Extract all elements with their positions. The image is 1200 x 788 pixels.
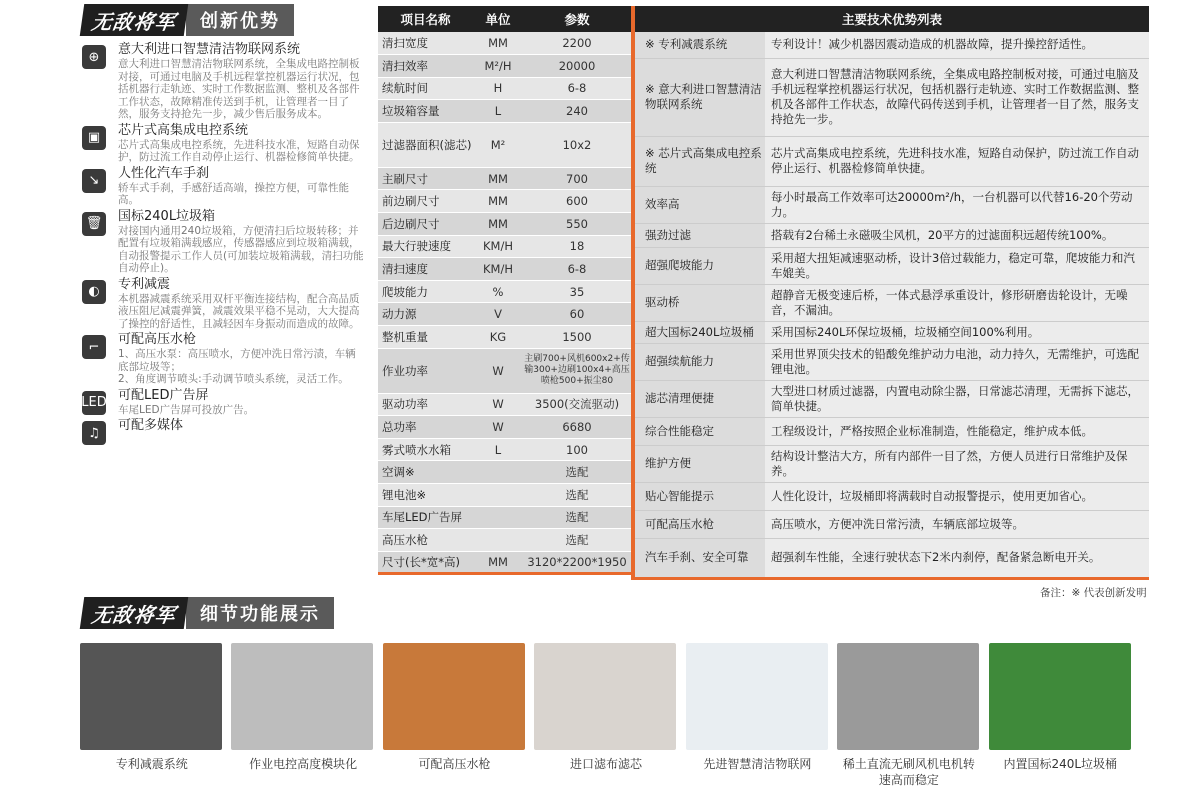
table-row: [635, 186, 1149, 223]
spec-header-name: 项目名称: [378, 6, 473, 32]
feature-desc: 轿车式手刹，手感舒适高端，操控方便，可靠性能高。: [118, 181, 349, 206]
spec-name: 作业功率: [378, 348, 473, 393]
feature-item: [82, 418, 364, 445]
footnote: 备注：※ 代表创新发明: [1040, 587, 1147, 599]
feature-item: [82, 123, 364, 164]
spec-name: 前边刷尺寸: [378, 190, 473, 213]
gallery-item: [989, 643, 1132, 788]
advantage-desc: 意大利进口智慧清洁物联网系统，全集成电路控制板对接，可通过电脑及手机远程掌控机器运行状况，包括机器行走轨迹、实时工作数据监测、整机及各部件工作状态，故障代码传送到手机，让管理者一目了然，服务支持抢先一步。: [765, 58, 1149, 136]
spec-name: 整机重量: [378, 326, 473, 349]
spec-unit: KM/H: [473, 235, 523, 258]
table-row: [635, 380, 1149, 417]
spec-value: 3120*2200*1950: [523, 551, 631, 574]
spec-unit: MM: [473, 167, 523, 190]
advantage-name: 超强爬坡能力: [635, 247, 765, 284]
advantage-desc: 采用国标240L环保垃圾桶，垃圾桶空间100%利用。: [765, 321, 1149, 343]
table-row: [378, 438, 631, 461]
spec-name: 清扫宽度: [378, 32, 473, 55]
section-title: 细节功能展示: [186, 597, 334, 629]
gallery-caption: 专利减震系统: [115, 757, 188, 771]
feature-desc: 1、高压水泵：高压喷水，方便冲洗日常污渍，车辆底部垃圾等； 2、角度调节喷头:手动调节喷头系统，灵活工作。: [118, 348, 356, 385]
spec-name: 续航时间: [378, 77, 473, 100]
spec-value: 3500(交流驱动): [523, 393, 631, 416]
spec-name: 车尾LED广告屏: [378, 506, 473, 529]
table-row: [378, 303, 631, 326]
gallery-item: [231, 643, 374, 788]
spec-name: 高压水枪: [378, 529, 473, 552]
table-row: [378, 416, 631, 439]
advantage-name: 维护方便: [635, 445, 765, 482]
spec-value: 600: [523, 190, 631, 213]
spec-value: 1500: [523, 326, 631, 349]
spec-value: 100: [523, 438, 631, 461]
table-row: [635, 136, 1149, 186]
table-row: [378, 55, 631, 78]
spec-name: 锂电池※: [378, 484, 473, 507]
advantage-desc: 工程级设计，严格按照企业标准制造，性能稳定，维护成本低。: [765, 417, 1149, 445]
table-row: [378, 167, 631, 190]
spec-unit: [473, 529, 523, 552]
advantage-name: 可配高压水枪: [635, 510, 765, 538]
gallery-caption: 先进智慧清洁物联网: [703, 757, 812, 771]
advantage-name: 滤芯清理便捷: [635, 380, 765, 417]
advantage-desc: 采用超大扭矩减速驱动桥，设计3倍过载能力，稳定可靠，爬坡能力和汽车媲美。: [765, 247, 1149, 284]
table-row: [378, 190, 631, 213]
section-title: 创新优势: [186, 4, 294, 36]
table-row: [378, 551, 631, 574]
advantage-desc: 超静音无极变速后桥，一体式悬浮承重设计，修形研磨齿轮设计，无噪音，不漏油。: [765, 284, 1149, 321]
advantage-name: 效率高: [635, 186, 765, 223]
gallery-image: [534, 643, 676, 750]
spec-value: 18: [523, 235, 631, 258]
advantage-header: 主要技术优势列表: [635, 6, 1149, 32]
advantage-desc: 大型进口材质过滤器，内置电动除尘器，日常滤芯清理，无需拆下滤芯，简单快捷。: [765, 380, 1149, 417]
gallery-image: [383, 643, 525, 750]
advantage-name: 汽车手刹、安全可靠: [635, 538, 765, 578]
spec-unit: [473, 461, 523, 484]
gallery-caption: 稀土直流无刷风机电机转速高而稳定: [842, 757, 975, 787]
spec-name: 驱动功率: [378, 393, 473, 416]
advantage-name: 强劲过滤: [635, 223, 765, 247]
gallery-image: [837, 643, 979, 750]
gallery-image: [80, 643, 222, 750]
spec-unit: W: [473, 393, 523, 416]
gallery-item: [383, 643, 526, 788]
spec-value: 10x2: [523, 122, 631, 167]
table-row: [378, 32, 631, 55]
brand-logo: 无敌将军: [80, 597, 188, 629]
table-row: [635, 58, 1149, 136]
spec-unit: MM: [473, 190, 523, 213]
table-row: [635, 445, 1149, 482]
spec-unit: H: [473, 77, 523, 100]
spec-unit: W: [473, 348, 523, 393]
gallery-item: [534, 643, 677, 788]
spec-name: 过滤器面积(滤芯): [378, 122, 473, 167]
spec-value: 6-8: [523, 77, 631, 100]
feature-title: 人性化汽车手刹: [118, 165, 210, 181]
advantage-name: ※ 专利减震系统: [635, 32, 765, 58]
spec-unit: MM: [473, 551, 523, 574]
gallery-item: [80, 643, 223, 788]
trash-icon: 🗑: [82, 212, 106, 236]
spec-value: 20000: [523, 55, 631, 78]
gallery-image: [686, 643, 828, 750]
feature-desc: 本机器减震系统采用双杆平衡连接结构，配合高品质液压阻尼减震弹簧，减震效果平稳不晃动，大大提高了操控的舒适性，且减轻因车身振动而造成的故障。: [118, 292, 360, 330]
spec-unit: MM: [473, 32, 523, 55]
spec-value: 60: [523, 303, 631, 326]
feature-title: 芯片式高集成电控系统: [118, 122, 249, 138]
spec-value: 700: [523, 167, 631, 190]
spec-unit: KG: [473, 326, 523, 349]
spec-unit: KM/H: [473, 258, 523, 281]
table-row: [635, 247, 1149, 284]
table-row: [635, 284, 1149, 321]
gallery-item: [837, 643, 980, 788]
table-row: [635, 321, 1149, 343]
gallery-caption: 进口滤布滤芯: [569, 757, 642, 771]
steering-icon: ↘: [82, 169, 106, 193]
spec-name: 清扫效率: [378, 55, 473, 78]
spec-value: 6-8: [523, 258, 631, 281]
table-row: [635, 417, 1149, 445]
table-row: [378, 348, 631, 393]
spec-value: 选配: [523, 529, 631, 552]
spec-value: 240: [523, 100, 631, 123]
advantage-name: 超大国标240L垃圾桶: [635, 321, 765, 343]
spec-name: 主刷尺寸: [378, 167, 473, 190]
spec-name: 后边刷尺寸: [378, 213, 473, 236]
spray-gun-icon: ⌐: [82, 335, 106, 359]
globe-icon: ⊕: [82, 45, 106, 69]
table-row: [635, 343, 1149, 380]
spec-unit: MM: [473, 213, 523, 236]
gallery-item: [686, 643, 829, 788]
gallery-image: [989, 643, 1131, 750]
advantage-name: 贴心智能提示: [635, 482, 765, 510]
feature-desc: 对接国内通用240垃圾箱，方便清扫后垃圾转移；并配置有垃圾箱满载感应，传感器感应到垃圾箱满载，自动报警提示工作人员(可加装垃圾箱满载，清扫功能自动停止)。: [118, 224, 364, 274]
gallery-image: [231, 643, 373, 750]
advantage-desc: 搭载有2台稀土永磁吸尘风机，20平方的过滤面积远超传统100%。: [765, 223, 1149, 247]
spec-unit: M²: [473, 122, 523, 167]
advantage-desc: 采用世界顶尖技术的铅酸免维护动力电池，动力持久，无需维护，可选配锂电池。: [765, 343, 1149, 380]
spec-value: 35: [523, 280, 631, 303]
spec-value: 主刷700+风机600x2+传输300+边刷100x4+高压喷枪500+振尘80: [523, 348, 631, 393]
gallery-caption: 作业电控高度模块化: [249, 757, 358, 771]
brand-logo: 无敌将军: [80, 4, 188, 36]
gallery-caption: 内置国标240L垃圾桶: [1003, 757, 1118, 771]
spec-unit: M²/H: [473, 55, 523, 78]
spec-unit: [473, 506, 523, 529]
advantage-desc: 芯片式高集成电控系统，先进科技水准，短路自动保护，防过流工作自动停止运行、机器检修简单快捷。: [765, 136, 1149, 186]
detail-gallery: [80, 643, 1140, 788]
table-row: [378, 326, 631, 349]
table-row: [635, 538, 1149, 578]
feature-item: [82, 277, 364, 331]
chip-icon: ▣: [82, 126, 106, 150]
advantage-name: 超强续航能力: [635, 343, 765, 380]
table-row: [378, 529, 631, 552]
advantage-desc: 超强刹车性能，全速行驶状态下2米内刹停，配备紧急断电开关。: [765, 538, 1149, 578]
spec-name: 雾式喷水水箱: [378, 438, 473, 461]
advantage-table: [635, 6, 1149, 580]
table-row: [635, 223, 1149, 247]
advantage-table-container: [631, 6, 1145, 580]
spec-name: 爬坡能力: [378, 280, 473, 303]
feature-title: 专利减震: [118, 276, 171, 292]
advantage-desc: 人性化设计，垃圾桶即将满载时自动报警提示，使用更加省心。: [765, 482, 1149, 510]
table-row: [378, 100, 631, 123]
spec-unit: W: [473, 416, 523, 439]
spec-unit: L: [473, 438, 523, 461]
shock-icon: ◐: [82, 280, 106, 304]
spec-unit: [473, 484, 523, 507]
feature-item: [82, 332, 364, 386]
spec-unit: %: [473, 280, 523, 303]
spec-value: 选配: [523, 484, 631, 507]
spec-value: 选配: [523, 506, 631, 529]
spec-header-value: 参数: [523, 6, 631, 32]
spec-table: [378, 6, 631, 575]
advantage-name: ※ 芯片式高集成电控系统: [635, 136, 765, 186]
table-row: [635, 32, 1149, 58]
table-row: [378, 258, 631, 281]
advantage-name: 驱动桥: [635, 284, 765, 321]
spec-unit: V: [473, 303, 523, 326]
spec-value: 2200: [523, 32, 631, 55]
section-banner-details: [82, 597, 334, 629]
gallery-caption: 可配高压水枪: [418, 757, 491, 771]
spec-unit: L: [473, 100, 523, 123]
advantage-desc: 高压喷水，方便冲洗日常污渍，车辆底部垃圾等。: [765, 510, 1149, 538]
table-row: [378, 280, 631, 303]
advantage-desc: 每小时最高工作效率可达20000m²/h，一台机器可以代替16-20个劳动力。: [765, 186, 1149, 223]
table-row: [378, 77, 631, 100]
feature-desc: 芯片式高集成电控系统，先进科技水准，短路自动保护，防过流工作自动停止运行、机器检修简单快捷。: [118, 138, 360, 163]
table-row: [635, 510, 1149, 538]
feature-title: 国标240L垃圾箱: [118, 208, 216, 224]
spec-name: 最大行驶速度: [378, 235, 473, 258]
spec-value: 选配: [523, 461, 631, 484]
table-row: [378, 484, 631, 507]
spec-name: 垃圾箱容量: [378, 100, 473, 123]
feature-title: 可配高压水枪: [118, 332, 197, 347]
spec-value: 550: [523, 213, 631, 236]
table-row: [378, 122, 631, 167]
music-icon: ♫: [82, 421, 106, 445]
advantage-desc: 专利设计！减少机器因震动造成的机器故障，提升操控舒适性。: [765, 32, 1149, 58]
advantage-name: 综合性能稳定: [635, 417, 765, 445]
spec-name: 空调※: [378, 461, 473, 484]
feature-title: 意大利进口智慧清洁物联网系统: [118, 42, 301, 57]
feature-item: [82, 388, 364, 417]
feature-title: 可配LED广告屏: [118, 387, 209, 403]
spec-name: 动力源: [378, 303, 473, 326]
table-row: [378, 393, 631, 416]
advantage-desc: 结构设计整洁大方，所有内部件一目了然，方便人员进行日常维护及保养。: [765, 445, 1149, 482]
section-banner-innovation: [82, 4, 294, 36]
spec-header-unit: 单位: [473, 6, 523, 32]
table-row: [378, 213, 631, 236]
spec-value: 6680: [523, 416, 631, 439]
feature-item: [82, 42, 364, 121]
feature-desc: 意大利进口智慧清洁物联网系统，全集成电路控制板对接，可通过电脑及手机远程掌控机器运行状况，包括机器行走轨迹、实时工作数据监测、整机及各部件工作状态，故障精准传送到手机，让管理者一目了然，服务支持抢先一步，减少售后服务成本。: [118, 58, 360, 120]
feature-title: 可配多媒体: [118, 418, 184, 433]
table-row: [378, 506, 631, 529]
led-icon: LED: [82, 391, 106, 415]
table-row: [635, 482, 1149, 510]
spec-name: 清扫速度: [378, 258, 473, 281]
feature-item: [82, 166, 364, 207]
spec-name: 总功率: [378, 416, 473, 439]
feature-list: [82, 42, 364, 447]
spec-name: 尺寸(长*宽*高): [378, 551, 473, 574]
feature-desc: 车尾LED广告屏可投放广告。: [118, 403, 255, 416]
table-row: [378, 461, 631, 484]
spec-table-container: [378, 6, 631, 575]
advantage-name: ※ 意大利进口智慧清洁物联网系统: [635, 58, 765, 136]
table-row: [378, 235, 631, 258]
feature-item: [82, 209, 364, 275]
